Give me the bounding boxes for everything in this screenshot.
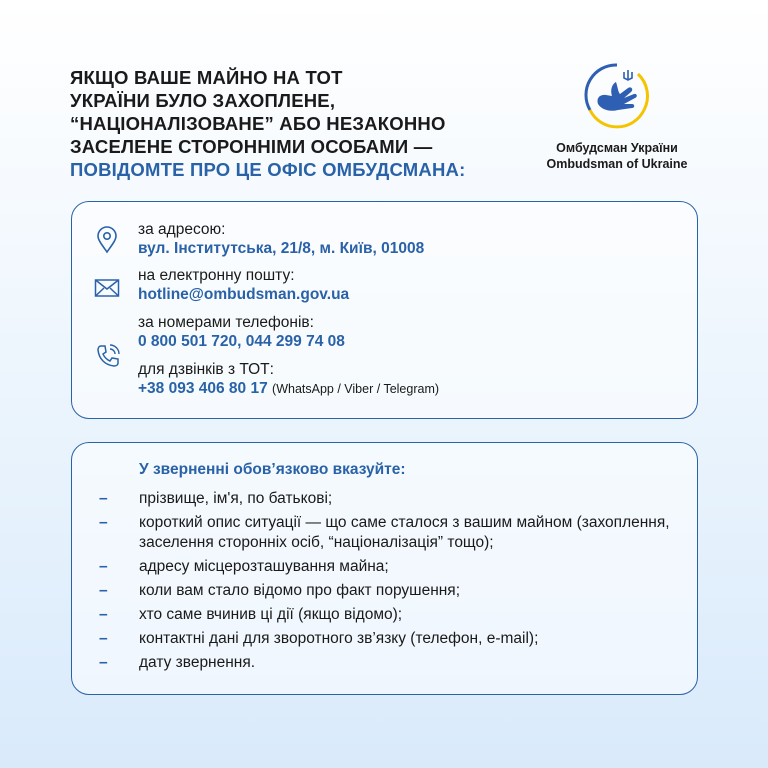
tot-messengers-note: (WhatsApp / Viber / Telegram) xyxy=(272,382,440,396)
headline-line-3: “НАЦІОНАЛІЗОВАНЕ” АБО НЕЗАКОННО xyxy=(70,113,446,134)
tot-label: для дзвінків з ТОТ: xyxy=(138,361,274,378)
phones-value[interactable]: 0 800 501 720, 044 299 74 08 xyxy=(138,333,345,350)
dash-icon: – xyxy=(99,558,108,575)
phones-label: за номерами телефонів: xyxy=(138,314,314,331)
requirements-list xyxy=(99,489,689,677)
email-value[interactable]: hotline@ombudsman.gov.ua xyxy=(138,286,350,303)
list-item: – адресу місцерозташування майна; xyxy=(99,558,389,575)
tot-phone[interactable] xyxy=(138,380,439,398)
dash-icon: – xyxy=(99,606,108,623)
logo-name-en: Ombudsman of Ukraine xyxy=(546,157,688,171)
address-value: вул. Інститутська, 21/8, м. Київ, 01008 xyxy=(138,240,425,257)
dash-icon: – xyxy=(99,582,108,599)
dash-icon: – xyxy=(99,514,108,531)
logo-name-ua: Омбудсман України xyxy=(556,141,678,155)
list-item: – коли вам стало відомо про факт порушення; xyxy=(99,582,461,599)
requirements-title: У зверненні обов’язково вказуйте: xyxy=(139,461,406,478)
envelope-icon xyxy=(94,278,120,298)
headline-highlight: ПОВІДОМТЕ ПРО ЦЕ ОФІС ОМБУДСМАНА: xyxy=(70,159,466,180)
dash-icon: – xyxy=(99,654,108,671)
headline xyxy=(70,66,540,181)
dash-icon: – xyxy=(99,630,108,647)
email-label: на електронну пошту: xyxy=(138,267,295,284)
ombudsman-logo xyxy=(532,60,702,180)
phone-icon xyxy=(95,343,121,369)
list-item: – короткий опис ситуації — що саме сталося з вашим майном (захоплення, заселення сторонніх осіб, “націоналізація” тощо); xyxy=(99,514,670,551)
ombudsman-emblem-icon xyxy=(582,60,652,130)
headline-line-2: УКРАЇНИ БУЛО ЗАХОПЛЕНЕ, xyxy=(70,90,336,111)
list-item: – хто саме вчинив ці дії (якщо відомо); xyxy=(99,606,403,623)
location-pin-icon xyxy=(95,226,119,254)
tot-phone-value[interactable]: +38 093 406 80 17 xyxy=(138,380,268,397)
dash-icon: – xyxy=(99,490,108,507)
list-item: – дату звернення. xyxy=(99,654,256,671)
headline-line-1: ЯКЩО ВАШЕ МАЙНО НА ТОТ xyxy=(70,67,343,88)
list-item: – прізвище, ім'я, по батькові; xyxy=(99,490,333,507)
headline-line-4: ЗАСЕЛЕНЕ СТОРОННІМИ ОСОБАМИ — xyxy=(70,136,433,157)
list-item: – контактні дані для зворотного зв’язку (телефон, e-mail); xyxy=(99,630,539,647)
address-label: за адресою: xyxy=(138,221,226,238)
